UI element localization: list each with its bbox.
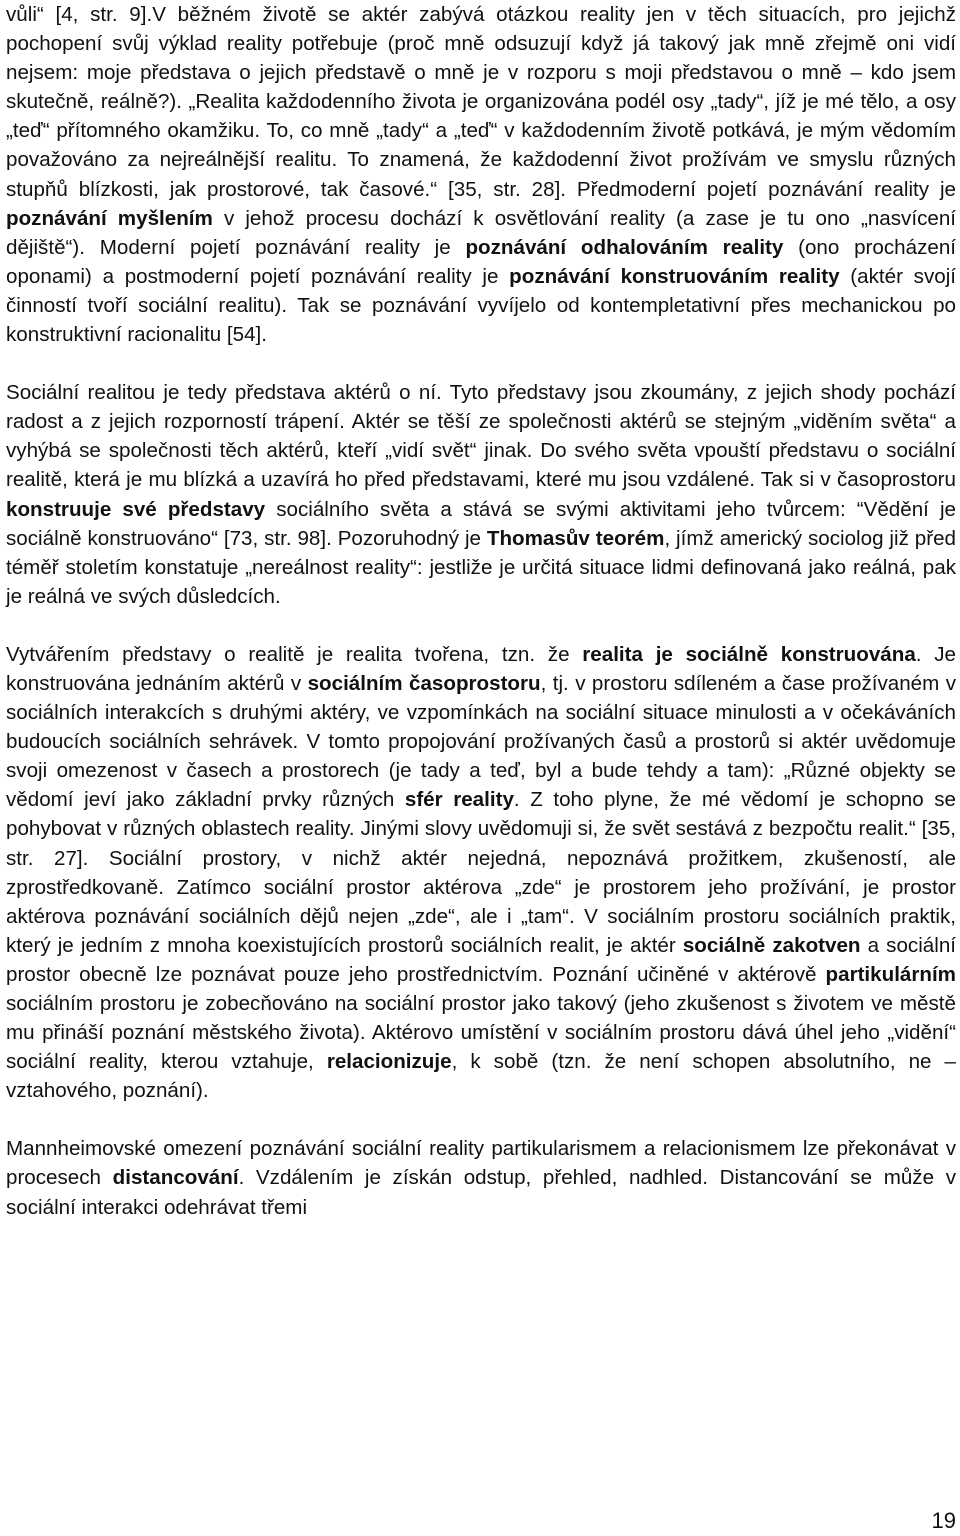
text-run: vůli“ [4, str. 9].V běžném životě se aktér zabývá otázkou reality jen v těch situacích, pro jejichž pochopení svůj výklad reality potřebuje (proč mně odsuzují když já takový jak mně zřejmě oni vidí nejsem: moje představa o jejich představě o mně je v rozporu s moji představou o mně – kdo jsem skutečně, reálně?). „Realita každodenního života je organizována podél osy „tady“, jíž je mé tělo, a osy „teď“ přítomného okamžiku. To, co mně „tady“ a „teď“ v každodenním životě potkává, je mým vědomím považováno za nejreálnější realitu. To znamená, že každodenní život prožívám ve smyslu různých stupňů blízkosti, jak prostorové, tak časové.“ [35, str. 28]. Předmoderní pojetí poznávání reality je <box>6 3 956 201</box>
bold-term-poznavani-myslenim: poznávání myšlením <box>6 206 213 230</box>
body-paragraph-2 <box>6 378 956 611</box>
bold-term-socialne-zakotven: sociálně zakotven <box>682 933 861 957</box>
bold-term-sfer-reality: sfér reality <box>404 788 514 812</box>
bold-term-distancovani: distancování <box>112 1166 239 1190</box>
text-run: . Je konstruována jednáním aktérů v <box>6 642 956 695</box>
text-run: sociálního světa a stává se svými aktivitami jeho tvůrcem: “Vědění je sociálně konstruováno“ [73, str. 98]. Pozoruhodný je <box>6 497 957 550</box>
body-paragraph-3 <box>6 640 956 1106</box>
bold-term-poznavani-odhalovanim: poznávání odhalováním reality <box>465 235 784 259</box>
bold-term-konstruuje-predstavy: konstruuje své představy <box>6 497 266 521</box>
text-run: v jehož procesu dochází k osvětlování reality (a zase je tu ono „nasvícení dějiště“). Moderní pojetí poznávání reality je <box>6 206 956 259</box>
text-run: . Z toho plyne, že mé vědomí je schopno se pohybovat v různých oblastech reality. Jinými slovy uvědomuji si, že svět sestává z bezpočtu realit.“ [35, str. 27]. Sociální prostory, v nichž aktér nejedná, nepoznává prožitkem, zkušeností, ale zprostředkovaně. Zatímco sociální prostor aktérova „zde“ je prostorem jeho prožívání, je prostor aktérova poznávání sociálních dějů nejen „zde“, ale i „tam“. V sociálním prostoru sociálních praktik, který je jedním z mnoha koexistujících prostorů sociálních realit, je aktér <box>6 788 956 957</box>
text-run: a sociální prostor obecně lze poznávat pouze jeho prostřednictvím. Poznání učiněné v aktérově <box>6 933 956 986</box>
text-run: Vytvářením představy o realitě je realita tvořena, tzn. že <box>6 642 583 666</box>
page-number: 19 <box>931 1508 956 1533</box>
bold-term-relacionizuje: relacionizuje <box>326 1050 452 1074</box>
text-run: , tj. v prostoru sdíleném a čase prožívaném v sociálních interakcích s druhými aktéry, ve vzpomínkách na sociální situace minulosti a v očekáváních budoucích sociálních sehrávek. V tomto propojování prožívaných časů a prostorů si aktér uvědomuje svoji omezenost v časech a prostorech (je tady a teď, byl a bude tehdy a tam): „Různé objekty se vědomí jeví jako základní prvky různých <box>6 671 956 812</box>
text-run: (aktér svojí činností tvoří sociální realitu). Tak se poznávání vyvíjelo od kontempletativní přes mechanickou po konstruktivní racionalitu [54]. <box>6 264 956 347</box>
document-page <box>6 0 956 1222</box>
text-run: . Vzdálením je získán odstup, přehled, nadhled. Distancování se může v sociální interakci odehrávat třemi <box>6 1166 956 1219</box>
bold-term-socialni-casoprostor: sociálním časoprostoru <box>307 671 541 695</box>
text-run: Mannheimovské omezení poznávání sociální reality partikularismem a relacionismem lze překonávat v procesech <box>6 1137 956 1190</box>
bold-term-realita-socialne-konstruovana: realita je sociálně konstruována <box>582 642 916 666</box>
text-run: Sociální realitou je tedy představa aktérů o ní. Tyto představy jsou zkoumány, z jejich shody pochází radost a z jejich rozporností trápení. Aktér se těší ze společnosti aktérů se stejným „viděním světa“ a vyhýbá se společnosti těch aktérů, kteří „vidí svět“ jinak. Do svého světa vpouští představu o sociální realitě, která je mu blízká a uzavírá ho před představami, které mu jsou vzdálené. Tak si v časoprostoru <box>6 381 956 492</box>
body-paragraph-4 <box>6 1134 956 1221</box>
text-run: , k sobě (tzn. že není schopen absolutního, ne – vztahového, poznání). <box>6 1050 956 1103</box>
bold-term-thomasuv-teorem: Thomasův teorém <box>486 526 665 550</box>
text-run: sociálním prostoru je zobecňováno na sociální prostor jako takový (jeho zkušenost s životem ve městě mu přináší poznání městského života). Aktérovo umístění v sociálním prostoru dává úhel jeho „vidění“ sociální reality, kterou vztahuje, <box>6 992 956 1074</box>
bold-term-partikularnim: partikulárním <box>825 962 956 986</box>
text-run: (ono procházení oponami) a postmoderní pojetí poznávání reality je <box>6 235 956 288</box>
text-run: , jímž americký sociolog již před téměř stoletím konstatuje „nereálnost reality“: jestliže je určitá situace lidmi definovaná jako reálná, pak je reálná ve svých důsledcích. <box>6 526 956 608</box>
bold-term-poznavani-konstruovanim: poznávání konstruováním reality <box>509 264 840 288</box>
body-paragraph-1 <box>6 0 956 349</box>
